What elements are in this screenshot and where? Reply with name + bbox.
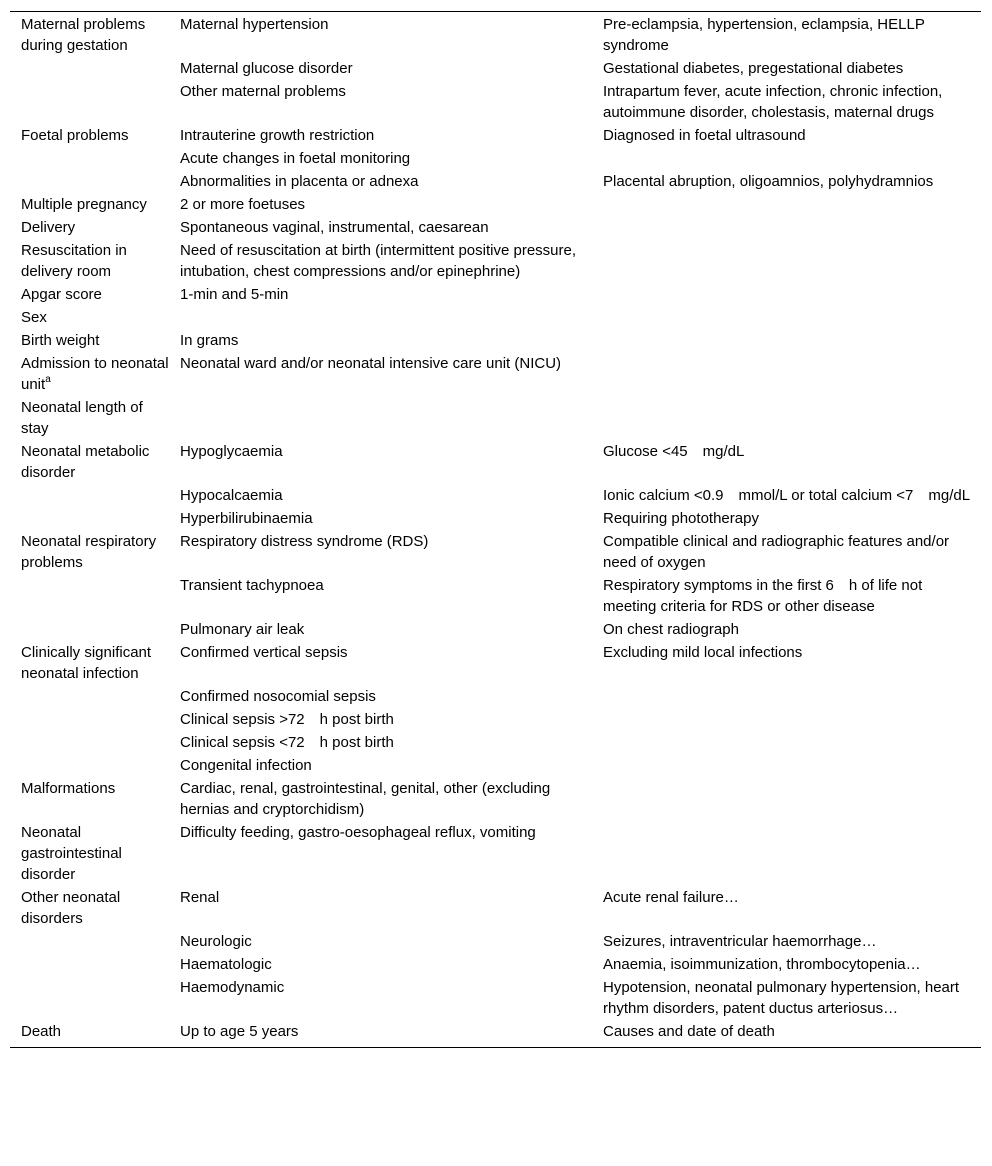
item-cell: Acute changes in foetal monitoring — [180, 150, 411, 167]
item-cell: Abnormalities in placenta or adnexa — [180, 173, 419, 190]
table-row — [10, 239, 981, 283]
item-cell: Difficulty feeding, gastro-oesophageal reflux, vomiting — [180, 824, 536, 841]
item-cell: Haemodynamic — [180, 979, 285, 996]
description-cell — [592, 754, 981, 777]
category-cell — [10, 953, 169, 976]
item-cell: Hypoglycaemia — [180, 443, 283, 460]
category-label: Neonatal respiratory problems — [21, 533, 157, 571]
table-row — [10, 777, 981, 821]
category-cell — [10, 507, 169, 530]
description-cell: Ionic calcium <0.9 mmol/L or total calcium <7 mg/dL — [603, 487, 971, 504]
description-cell: Glucose <45 mg/dL — [603, 443, 745, 460]
table-row — [10, 396, 981, 440]
item-cell — [169, 396, 592, 440]
item-cell: Maternal glucose disorder — [180, 60, 353, 77]
table-body — [10, 12, 981, 1047]
description-cell: Seizures, intraventricular haemorrhage… — [603, 933, 877, 950]
table-row — [10, 574, 981, 618]
item-cell: Confirmed nosocomial sepsis — [180, 688, 376, 705]
description-cell: Gestational diabetes, pregestational diabetes — [603, 60, 904, 77]
category-label: Maternal problems during gestation — [21, 16, 146, 54]
category-cell — [10, 930, 169, 953]
table-row — [10, 685, 981, 708]
item-cell — [169, 306, 592, 329]
table-row — [10, 953, 981, 976]
table-row — [10, 329, 981, 352]
item-cell: Confirmed vertical sepsis — [180, 644, 348, 661]
description-cell — [592, 283, 981, 306]
item-cell: Spontaneous vaginal, instrumental, caesarean — [180, 219, 489, 236]
description-cell: Placental abruption, oligoamnios, polyhydramnios — [603, 173, 934, 190]
category-cell — [10, 685, 169, 708]
category-cell — [10, 57, 169, 80]
category-cell — [10, 396, 169, 440]
category-label: Sex — [21, 309, 47, 326]
category-cell — [10, 574, 169, 618]
item-cell: In grams — [180, 332, 239, 349]
item-cell: Congenital infection — [180, 757, 312, 774]
category-label: Neonatal gastrointestinal disorder — [21, 824, 122, 883]
table-row — [10, 283, 981, 306]
description-cell — [592, 352, 981, 396]
item-cell: 1-min and 5-min — [180, 286, 289, 303]
item-cell: Cardiac, renal, gastrointestinal, genital, other (excluding hernias and cryptorchidism) — [180, 780, 551, 818]
table-row — [10, 530, 981, 574]
description-cell — [592, 708, 981, 731]
item-cell: Clinical sepsis >72 h post birth — [180, 711, 394, 728]
description-cell: Requiring phototherapy — [603, 510, 759, 527]
description-cell: Excluding mild local infections — [603, 644, 803, 661]
table-row — [10, 976, 981, 1020]
category-cell — [10, 821, 169, 886]
category-label: Apgar score — [21, 286, 102, 303]
category-cell — [10, 329, 169, 352]
category-label: Clinically significant neonatal infection — [21, 644, 152, 682]
category-label: Foetal problems — [21, 127, 129, 144]
description-cell — [592, 193, 981, 216]
description-cell: Intrapartum fever, acute infection, chronic infection, autoimmune disorder, cholestasis, maternal drugs — [603, 83, 943, 121]
category-label: Multiple pregnancy — [21, 196, 147, 213]
category-cell — [10, 1020, 169, 1047]
category-cell — [10, 618, 169, 641]
table-row — [10, 170, 981, 193]
item-cell: Need of resuscitation at birth (intermittent positive pressure, intubation, chest compressions and/or epinephrine) — [180, 242, 577, 280]
description-cell — [592, 216, 981, 239]
table-row — [10, 1020, 981, 1047]
category-label: Other neonatal disorders — [21, 889, 121, 927]
table-row — [10, 618, 981, 641]
category-cell — [10, 976, 169, 1020]
table-row — [10, 641, 981, 685]
table-row — [10, 57, 981, 80]
table-row — [10, 731, 981, 754]
item-cell: Clinical sepsis <72 h post birth — [180, 734, 394, 751]
category-cell — [10, 440, 169, 484]
category-cell — [10, 352, 169, 396]
category-label: Neonatal metabolic disorder — [21, 443, 150, 481]
table-row — [10, 708, 981, 731]
category-label: Malformations — [21, 780, 116, 797]
item-cell: Neonatal ward and/or neonatal intensive care unit (NICU) — [180, 355, 562, 372]
item-cell: Hyperbilirubinaemia — [180, 510, 313, 527]
item-cell: Maternal hypertension — [180, 16, 329, 33]
category-cell — [10, 170, 169, 193]
item-cell: Neurologic — [180, 933, 252, 950]
category-cell — [10, 283, 169, 306]
table-row — [10, 754, 981, 777]
item-cell: Haematologic — [180, 956, 272, 973]
description-cell — [592, 239, 981, 283]
category-label: Delivery — [21, 219, 76, 236]
item-cell: Pulmonary air leak — [180, 621, 305, 638]
description-cell: Anaemia, isoimmunization, thrombocytopenia… — [603, 956, 921, 973]
item-cell: Other maternal problems — [180, 83, 346, 100]
category-cell — [10, 708, 169, 731]
description-cell — [592, 396, 981, 440]
table-row — [10, 507, 981, 530]
category-label: Admission to neonatal unit — [21, 355, 169, 393]
description-cell: Compatible clinical and radiographic features and/or need of oxygen — [603, 533, 950, 571]
table-row — [10, 930, 981, 953]
category-cell — [10, 239, 169, 283]
item-cell: Transient tachypnoea — [180, 577, 324, 594]
description-cell: Respiratory symptoms in the first 6 h of life not meeting criteria for RDS or other disease — [603, 577, 923, 615]
table-row — [10, 80, 981, 124]
description-cell: Diagnosed in foetal ultrasound — [603, 127, 806, 144]
description-cell — [592, 685, 981, 708]
item-cell: Up to age 5 years — [180, 1023, 299, 1040]
category-label: Death — [21, 1023, 62, 1040]
category-label: Neonatal length of stay — [21, 399, 143, 437]
category-cell — [10, 886, 169, 930]
category-cell — [10, 193, 169, 216]
category-cell — [10, 12, 169, 57]
description-cell: Pre-eclampsia, hypertension, eclampsia, HELLP syndrome — [603, 16, 925, 54]
description-cell: Causes and date of death — [603, 1023, 775, 1040]
footnote-marker: a — [45, 374, 51, 385]
category-cell — [10, 530, 169, 574]
category-label: Birth weight — [21, 332, 100, 349]
variables-table — [10, 12, 981, 1047]
table-row — [10, 216, 981, 239]
item-cell: Respiratory distress syndrome (RDS) — [180, 533, 429, 550]
description-cell — [592, 777, 981, 821]
item-cell: 2 or more foetuses — [180, 196, 306, 213]
category-cell — [10, 306, 169, 329]
table-row — [10, 147, 981, 170]
description-cell — [592, 147, 981, 170]
category-cell — [10, 484, 169, 507]
category-cell — [10, 754, 169, 777]
category-label: Resuscitation in delivery room — [21, 242, 127, 280]
table-row — [10, 886, 981, 930]
category-cell — [10, 124, 169, 147]
table-row — [10, 484, 981, 507]
category-cell — [10, 641, 169, 685]
category-cell — [10, 777, 169, 821]
table-row — [10, 12, 981, 57]
table-row — [10, 306, 981, 329]
item-cell: Renal — [180, 889, 220, 906]
description-cell — [592, 821, 981, 886]
description-cell: Hypotension, neonatal pulmonary hypertension, heart rhythm disorders, patent ductus arteriosus… — [603, 979, 960, 1017]
item-cell: Hypocalcaemia — [180, 487, 283, 504]
description-cell: Acute renal failure… — [603, 889, 739, 906]
table-row — [10, 821, 981, 886]
item-cell: Intrauterine growth restriction — [180, 127, 375, 144]
description-cell — [592, 306, 981, 329]
description-cell: On chest radiograph — [603, 621, 739, 638]
description-cell — [592, 329, 981, 352]
description-cell — [592, 731, 981, 754]
category-cell — [10, 216, 169, 239]
category-cell — [10, 80, 169, 124]
category-cell — [10, 731, 169, 754]
variables-table-container — [10, 11, 981, 1048]
table-row — [10, 440, 981, 484]
table-row — [10, 352, 981, 396]
category-cell — [10, 147, 169, 170]
table-row — [10, 193, 981, 216]
table-row — [10, 124, 981, 147]
